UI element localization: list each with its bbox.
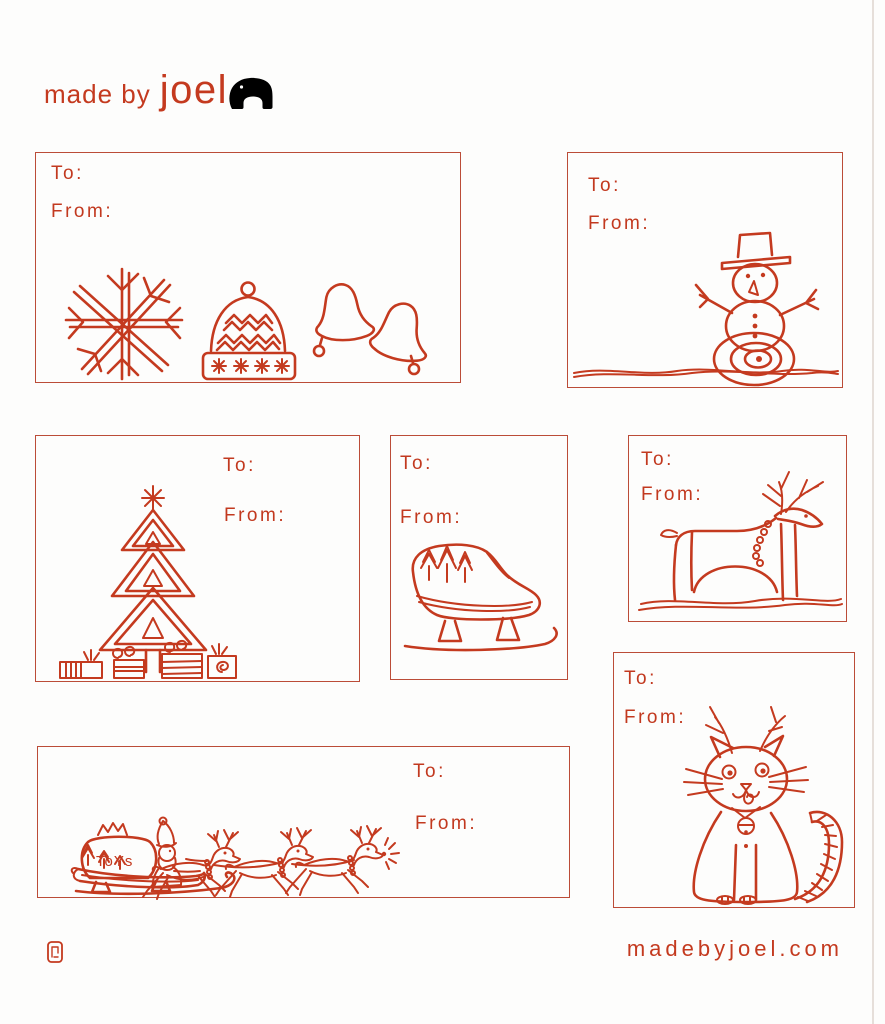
cat-antlers-candy-cane-tail-icon xyxy=(636,695,861,907)
snow-ground-icon xyxy=(639,599,842,610)
website-url-text: madebyjoel.com xyxy=(626,936,843,961)
toys-sack-label: ToYs xyxy=(96,853,134,870)
gift-tag-cat-with-antlers xyxy=(613,652,855,908)
from-label: From: xyxy=(588,213,651,234)
snowflake-icon xyxy=(58,265,190,383)
from-label: From: xyxy=(415,813,478,834)
gift-tag-snowflake-hat-bells xyxy=(35,152,461,383)
from-label: From: xyxy=(51,201,114,222)
logo-text-joel: joel xyxy=(159,68,228,112)
from-label: From: xyxy=(624,707,687,728)
gift-tag-santa-sleigh xyxy=(37,746,570,898)
joel-seal-stamp-icon xyxy=(47,941,63,963)
bells-icon xyxy=(301,277,461,383)
sled-icon xyxy=(399,536,564,674)
from-label: From: xyxy=(641,484,704,505)
elephant-icon xyxy=(227,76,273,110)
rudolph-glow-nose xyxy=(382,838,399,869)
to-label: To: xyxy=(641,449,674,470)
gift-tag-christmas-tree xyxy=(35,435,360,682)
to-label: To: xyxy=(223,455,256,476)
christmas-tree-icon xyxy=(58,486,243,682)
to-label: To: xyxy=(624,668,657,689)
reindeer-icon xyxy=(635,464,845,620)
to-label: To: xyxy=(400,453,433,474)
gift-tag-reindeer xyxy=(628,435,847,622)
from-label: From: xyxy=(400,507,463,528)
to-label: To: xyxy=(588,175,621,196)
gift-tag-sled xyxy=(390,435,568,680)
scan-edge-line xyxy=(872,0,874,1024)
from-label: From: xyxy=(224,505,287,526)
to-label: To: xyxy=(413,761,446,782)
gift-boxes-icon xyxy=(60,641,236,678)
logo xyxy=(44,68,228,113)
snow-ground-icon xyxy=(572,363,840,385)
logo-text-made-by: made by xyxy=(44,79,151,109)
to-label: To: xyxy=(51,163,84,184)
winter-hat-icon xyxy=(199,279,299,383)
santa-sleigh-reindeer-icon xyxy=(46,769,418,897)
gift-tag-snowman xyxy=(567,152,843,388)
